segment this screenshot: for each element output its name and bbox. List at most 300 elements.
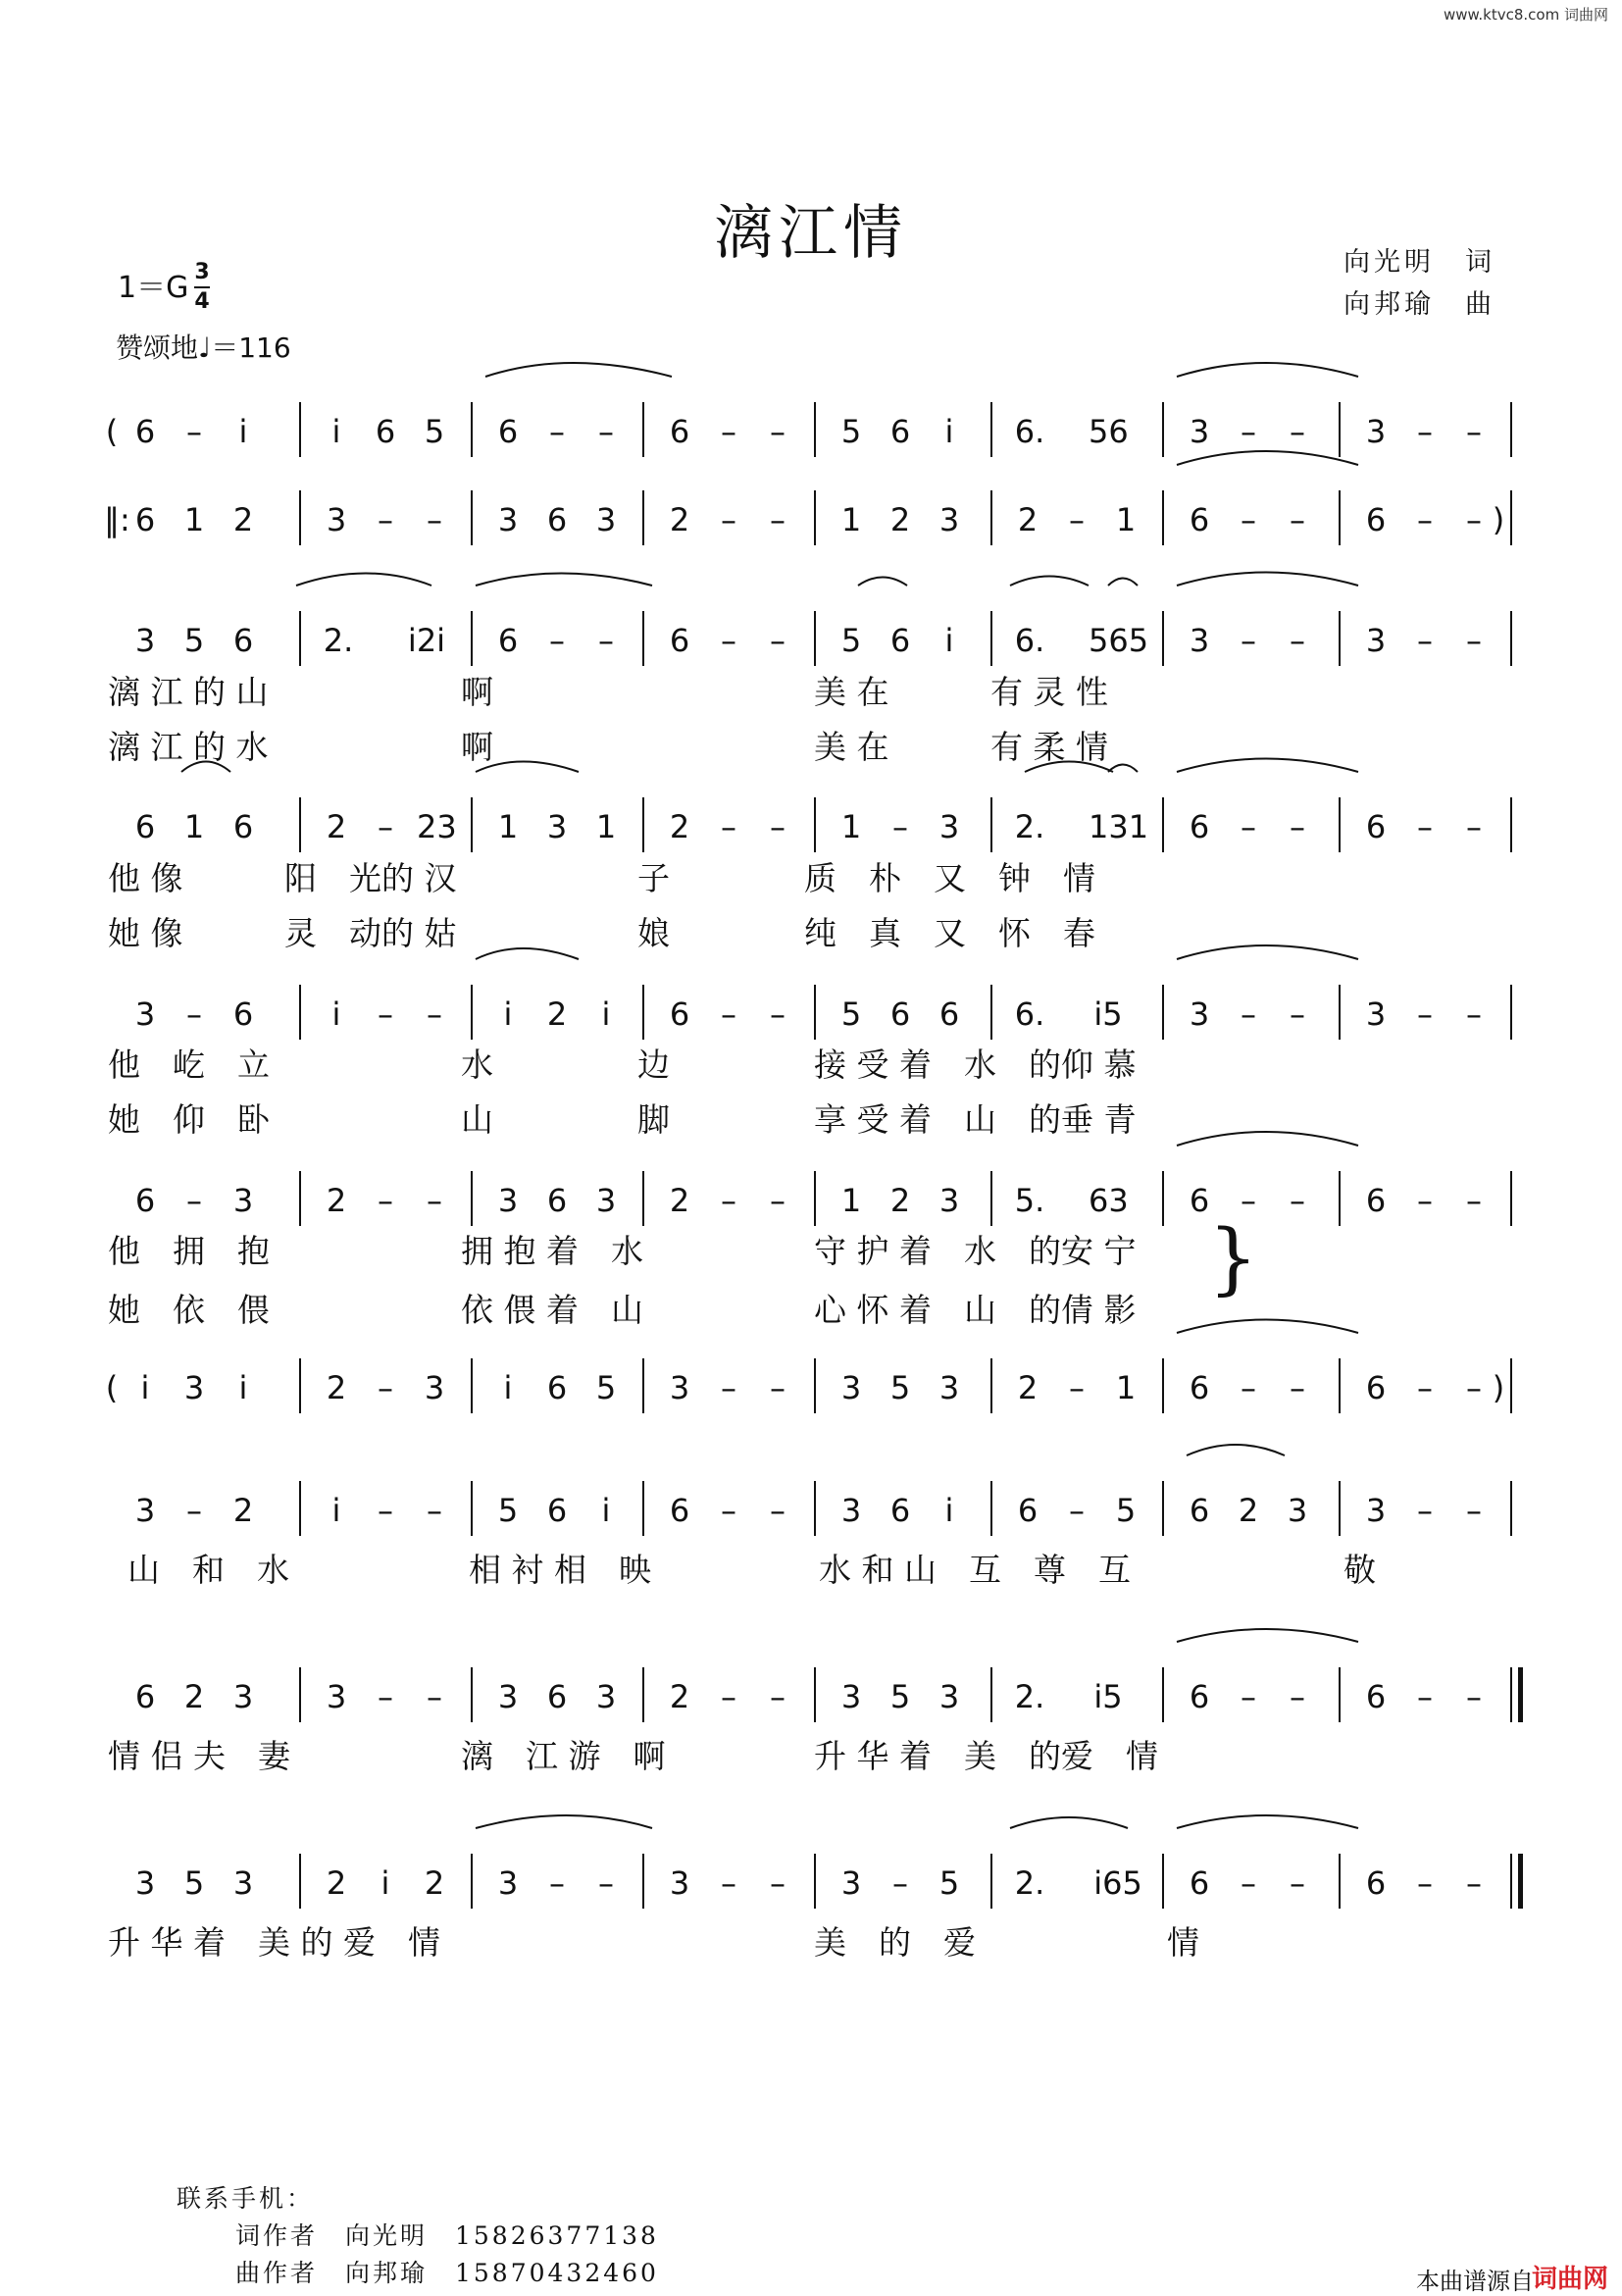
lyric-segment: 质 朴 又 钟 情 [804, 859, 1095, 897]
row-tail-mark: ) [1492, 501, 1505, 538]
bar-line [1162, 1171, 1164, 1226]
bar-line [814, 797, 816, 852]
bar-line [299, 797, 301, 852]
note: – [1069, 501, 1085, 538]
note: 6 [1189, 1678, 1210, 1715]
note: 131 [1089, 808, 1149, 845]
note: 1 [1115, 501, 1137, 538]
note: 63 [1089, 1182, 1129, 1219]
note: – [721, 1864, 736, 1902]
note: 6 [546, 501, 568, 538]
note: – [721, 995, 736, 1033]
note: 3 [134, 1864, 156, 1902]
note: 5 [938, 1864, 960, 1902]
note: – [427, 1182, 442, 1219]
slur [1010, 577, 1089, 587]
note: 6 [546, 1369, 568, 1406]
note: – [1241, 995, 1256, 1033]
note: – [427, 995, 442, 1033]
note: – [1417, 413, 1433, 450]
note: 6 [232, 995, 254, 1033]
bar-line [1510, 611, 1512, 666]
note: i5 [1093, 1678, 1123, 1715]
note: – [1069, 1492, 1085, 1529]
note: 6 [375, 413, 396, 450]
note: 3 [134, 622, 156, 659]
note: 3 [424, 1369, 445, 1406]
note: i [140, 1369, 150, 1406]
note: 3 [183, 1369, 205, 1406]
note: i [601, 1492, 611, 1529]
note: 6 [1189, 1369, 1210, 1406]
lyric-segment: 他 拥 抱 [108, 1232, 270, 1270]
bar-line [1339, 1481, 1341, 1536]
note: 2 [889, 1182, 911, 1219]
note: i [944, 622, 954, 659]
note: – [721, 1182, 736, 1219]
note: – [1290, 1369, 1305, 1406]
note: 5 [840, 995, 862, 1033]
lyric-segment: 脚 [637, 1100, 670, 1139]
bar-line [299, 611, 301, 666]
note: 5 [840, 622, 862, 659]
lyric-segment: 有 柔 情 [990, 728, 1108, 766]
note: 3 [497, 1182, 519, 1219]
bar-line [990, 611, 992, 666]
note: 3 [232, 1864, 254, 1902]
slur [296, 574, 431, 587]
lyric-segment: 相 衬 相 映 [469, 1551, 651, 1589]
note: 1 [1115, 1369, 1137, 1406]
note: 3 [669, 1369, 690, 1406]
note: 6 [134, 808, 156, 845]
note: 5 [840, 413, 862, 450]
note: 5 [889, 1369, 911, 1406]
note: – [1241, 1369, 1256, 1406]
note: 3 [669, 1864, 690, 1902]
note: – [1417, 1678, 1433, 1715]
note: – [378, 1182, 393, 1219]
note: – [1241, 501, 1256, 538]
note: 6 [134, 501, 156, 538]
note: 6 [546, 1182, 568, 1219]
lyric-segment: 敬 [1343, 1551, 1376, 1589]
bar-line [1162, 490, 1164, 545]
bar-line [1339, 1358, 1341, 1413]
lyric-segment: 漓 江 的 水 [108, 728, 269, 766]
note: 6 [134, 413, 156, 450]
note: 3 [595, 501, 617, 538]
note: – [549, 1864, 565, 1902]
lyric-segment: 阳 光的 汉 [284, 859, 457, 897]
bar-line [299, 1171, 301, 1226]
note: – [1069, 1369, 1085, 1406]
lyric-segment: 心 怀 着 山 的倩 影 [814, 1291, 1137, 1329]
note: – [427, 1492, 442, 1529]
note: – [378, 1678, 393, 1715]
bar-line [471, 402, 473, 457]
note: – [1417, 995, 1433, 1033]
contact-composer: 曲作者 向邦瑜 15870432460 [235, 2259, 659, 2287]
note: 6 [546, 1492, 568, 1529]
note: 5 [1115, 1492, 1137, 1529]
note: 2 [232, 501, 254, 538]
note: 3 [1365, 622, 1387, 659]
note: 1 [183, 808, 205, 845]
bar-line [1339, 985, 1341, 1040]
bar-line [814, 1358, 816, 1413]
bar-line [814, 1171, 816, 1226]
bar-line [1510, 1171, 1512, 1226]
bar-line [990, 402, 992, 457]
bar-line [990, 797, 992, 852]
repeat-end-bar [1518, 1667, 1523, 1722]
note: – [721, 622, 736, 659]
bar-line [299, 1854, 301, 1909]
slur [1108, 579, 1138, 587]
note: – [770, 1864, 786, 1902]
lyric-segment: 他 像 [108, 859, 183, 897]
bar-line [1339, 611, 1341, 666]
note: 3 [546, 808, 568, 845]
note: 3 [232, 1182, 254, 1219]
note: 5 [424, 413, 445, 450]
slur [1177, 945, 1358, 959]
lyric-segment: 她 像 [108, 914, 183, 952]
bar-line [814, 1854, 816, 1909]
bar-line [642, 1854, 644, 1909]
note: 3 [497, 1864, 519, 1902]
bar-line [299, 1358, 301, 1413]
lyric-segment: 美 的 爱 [814, 1923, 976, 1962]
note: – [721, 413, 736, 450]
note: 6 [1189, 808, 1210, 845]
note: 1 [840, 808, 862, 845]
bar-line [990, 490, 992, 545]
note: – [721, 501, 736, 538]
bar-line [1339, 797, 1341, 852]
bar-line [642, 402, 644, 457]
footer-source: 本曲谱源自 [1416, 2268, 1534, 2295]
note: i [944, 1492, 954, 1529]
bar-line [1510, 490, 1512, 545]
bar-line [1510, 1358, 1512, 1413]
note: 56 [1089, 413, 1129, 450]
time-signature-line [194, 286, 210, 288]
row-tail-mark: ) [1492, 1369, 1505, 1406]
bar-line [814, 1481, 816, 1536]
note: 6 [1365, 1182, 1387, 1219]
note: 3 [595, 1182, 617, 1219]
bar-line [990, 1481, 992, 1536]
note: 5 [183, 1864, 205, 1902]
note: 5 [183, 622, 205, 659]
note: – [1417, 1182, 1433, 1219]
bar-line [990, 985, 992, 1040]
note: 6 [669, 413, 690, 450]
note: – [721, 1492, 736, 1529]
slur [485, 363, 672, 377]
lyric-segment: 她 仰 卧 [108, 1100, 270, 1139]
slur [858, 578, 907, 587]
slur [1177, 363, 1358, 377]
note: 6 [1189, 1864, 1210, 1902]
note: 3 [1365, 1492, 1387, 1529]
note: – [1241, 413, 1256, 450]
verse-brace: } [1208, 1212, 1258, 1303]
note: – [427, 1678, 442, 1715]
bar-line [1510, 1667, 1512, 1722]
note: 2 [232, 1492, 254, 1529]
note: 6. [1014, 622, 1045, 659]
note: i [238, 413, 248, 450]
lyric-segment: 他 屹 立 [108, 1046, 270, 1084]
bar-line [642, 1481, 644, 1536]
note: 6 [889, 995, 911, 1033]
note: – [1290, 995, 1305, 1033]
note: 6 [669, 1492, 690, 1529]
lyric-segment: 水 和 山 互 尊 互 [819, 1551, 1131, 1589]
note: 1 [840, 501, 862, 538]
note: – [378, 995, 393, 1033]
note: 2 [326, 1864, 347, 1902]
note: – [1290, 413, 1305, 450]
note: 2. [1014, 1864, 1045, 1902]
note: 2. [1014, 1678, 1045, 1715]
bar-line [471, 1667, 473, 1722]
note: – [1417, 1864, 1433, 1902]
note: 6 [1365, 1678, 1387, 1715]
note: 3 [840, 1864, 862, 1902]
note: 6 [889, 1492, 911, 1529]
note: i [331, 995, 341, 1033]
slur [476, 574, 652, 587]
note: i [238, 1369, 248, 1406]
note: – [378, 1492, 393, 1529]
bar-line [990, 1854, 992, 1909]
note: 6. [1014, 995, 1045, 1033]
note: – [1241, 1182, 1256, 1219]
lyric-segment: 纯 真 又 怀 春 [804, 914, 1095, 952]
note: – [186, 1492, 202, 1529]
slur [476, 1815, 652, 1828]
bar-line [471, 1358, 473, 1413]
note: 2 [669, 1182, 690, 1219]
note: 3 [326, 501, 347, 538]
bar-line [990, 1667, 992, 1722]
note: 2 [669, 808, 690, 845]
row-lead-mark: ( [105, 413, 119, 450]
lyric-segment: 她 依 偎 [108, 1291, 270, 1329]
lyric-segment: 接 受 着 水 的仰 慕 [814, 1046, 1137, 1084]
bar-line [642, 1358, 644, 1413]
note: – [598, 622, 614, 659]
bar-line [471, 611, 473, 666]
note: 6 [1189, 501, 1210, 538]
lyric-segment: 啊 [461, 673, 493, 711]
final-bar [1518, 1854, 1523, 1909]
note: 1 [595, 808, 617, 845]
slur [1177, 1320, 1358, 1334]
note: – [378, 501, 393, 538]
note: – [770, 622, 786, 659]
note: 3 [1365, 413, 1387, 450]
note: 2 [889, 501, 911, 538]
note: – [721, 1678, 736, 1715]
note: 2 [326, 808, 347, 845]
composer-credit: 向邦瑜 曲 [1343, 289, 1495, 320]
note: – [1466, 622, 1482, 659]
note: 3 [1189, 995, 1210, 1033]
note: i65 [1093, 1864, 1142, 1902]
slur [1010, 1817, 1128, 1828]
note: 2 [1017, 1369, 1039, 1406]
note: 6. [1014, 413, 1045, 450]
note: – [1417, 1369, 1433, 1406]
note: – [1466, 413, 1482, 450]
site-watermark-url: www.ktvc8.com 词曲网 [1443, 6, 1608, 24]
lyric-segment: 依 偎 着 山 [461, 1291, 643, 1329]
lyric-segment: 守 护 着 水 的安 宁 [814, 1232, 1137, 1270]
note: 6 [938, 995, 960, 1033]
note: 6 [497, 413, 519, 450]
lyric-segment: 升 华 着 美 的爱 情 [814, 1737, 1158, 1775]
note: 2. [323, 622, 354, 659]
note: 3 [938, 1678, 960, 1715]
tempo-marking: 赞颂地♩＝116 [116, 332, 291, 364]
note: 3 [938, 501, 960, 538]
lyric-segment: 水 [461, 1046, 493, 1084]
bar-line [1339, 490, 1341, 545]
note: – [1466, 1864, 1482, 1902]
note: 2 [669, 501, 690, 538]
bar-line [642, 985, 644, 1040]
note: – [427, 501, 442, 538]
note: – [1290, 1678, 1305, 1715]
note: 3 [497, 501, 519, 538]
note: i [380, 1864, 390, 1902]
slur [1177, 1815, 1358, 1828]
bar-line [814, 490, 816, 545]
note: – [186, 1182, 202, 1219]
note: 3 [1287, 1492, 1308, 1529]
note: – [598, 1864, 614, 1902]
note: 6 [1189, 1182, 1210, 1219]
note: 6 [1017, 1492, 1039, 1529]
note: 2 [546, 995, 568, 1033]
bar-line [814, 611, 816, 666]
note: 2 [183, 1678, 205, 1715]
note: 3 [840, 1678, 862, 1715]
note: 6 [669, 622, 690, 659]
note: 565 [1089, 622, 1149, 659]
bar-line [1162, 1481, 1164, 1536]
note: – [770, 413, 786, 450]
note: 1 [497, 808, 519, 845]
note: 3 [1189, 413, 1210, 450]
time-signature [194, 260, 210, 315]
note: – [721, 1369, 736, 1406]
bar-line [1510, 797, 1512, 852]
lyric-segment: 美 在 [814, 673, 889, 711]
bar-line [299, 490, 301, 545]
bar-line [1162, 797, 1164, 852]
slur [1177, 573, 1358, 587]
bar-line [1162, 1358, 1164, 1413]
note: 2 [326, 1182, 347, 1219]
note: 6 [134, 1678, 156, 1715]
note: – [1466, 1492, 1482, 1529]
note: 6 [1365, 1864, 1387, 1902]
note: 6 [1365, 808, 1387, 845]
note: 3 [134, 1492, 156, 1529]
note: 2 [1017, 501, 1039, 538]
bar-line [642, 1667, 644, 1722]
note: 2 [424, 1864, 445, 1902]
note: – [1241, 808, 1256, 845]
note: – [1417, 1492, 1433, 1529]
note: – [1466, 995, 1482, 1033]
note: 6 [546, 1678, 568, 1715]
lyric-segment: 情 侣 夫 妻 [108, 1737, 290, 1775]
note: i [331, 413, 341, 450]
note: – [770, 995, 786, 1033]
bar-line [1339, 1854, 1341, 1909]
bar-line [1162, 402, 1164, 457]
note: 23 [417, 808, 457, 845]
note: i2i [407, 622, 446, 659]
lyric-segment: 情 [1167, 1923, 1199, 1962]
lyric-segment: 美 在 [814, 728, 889, 766]
bar-line [642, 1171, 644, 1226]
note: 6 [889, 413, 911, 450]
bar-line [471, 797, 473, 852]
note: – [1241, 1678, 1256, 1715]
note: 3 [1365, 995, 1387, 1033]
note: – [1417, 622, 1433, 659]
note: 5. [1014, 1182, 1045, 1219]
note: – [1290, 1182, 1305, 1219]
note: – [892, 1864, 908, 1902]
lyric-segment: 升 华 着 美 的 爱 情 [108, 1923, 440, 1962]
note: 3 [232, 1678, 254, 1715]
note: – [1241, 1864, 1256, 1902]
note: – [1290, 501, 1305, 538]
lyric-segment: 啊 [461, 728, 493, 766]
bar-line [299, 402, 301, 457]
bar-line [299, 1481, 301, 1536]
row-lead-mark: ‖: [104, 501, 130, 538]
note: 3 [840, 1369, 862, 1406]
lyricist-credit: 向光明 词 [1343, 247, 1495, 278]
note: 2 [1238, 1492, 1259, 1529]
bar-line [990, 1171, 992, 1226]
slur [1177, 1132, 1358, 1146]
note: – [770, 1182, 786, 1219]
note: – [186, 413, 202, 450]
note: 3 [1189, 622, 1210, 659]
bar-line [1162, 1667, 1164, 1722]
bar-line [1339, 402, 1341, 457]
bar-line [642, 490, 644, 545]
bar-line [471, 1171, 473, 1226]
footer-logo: 词曲网 [1531, 2265, 1608, 2294]
bar-line [1510, 402, 1512, 457]
note: 5 [889, 1678, 911, 1715]
bar-line [299, 1667, 301, 1722]
lyric-segment: 有 灵 性 [990, 673, 1108, 711]
note: – [1466, 808, 1482, 845]
